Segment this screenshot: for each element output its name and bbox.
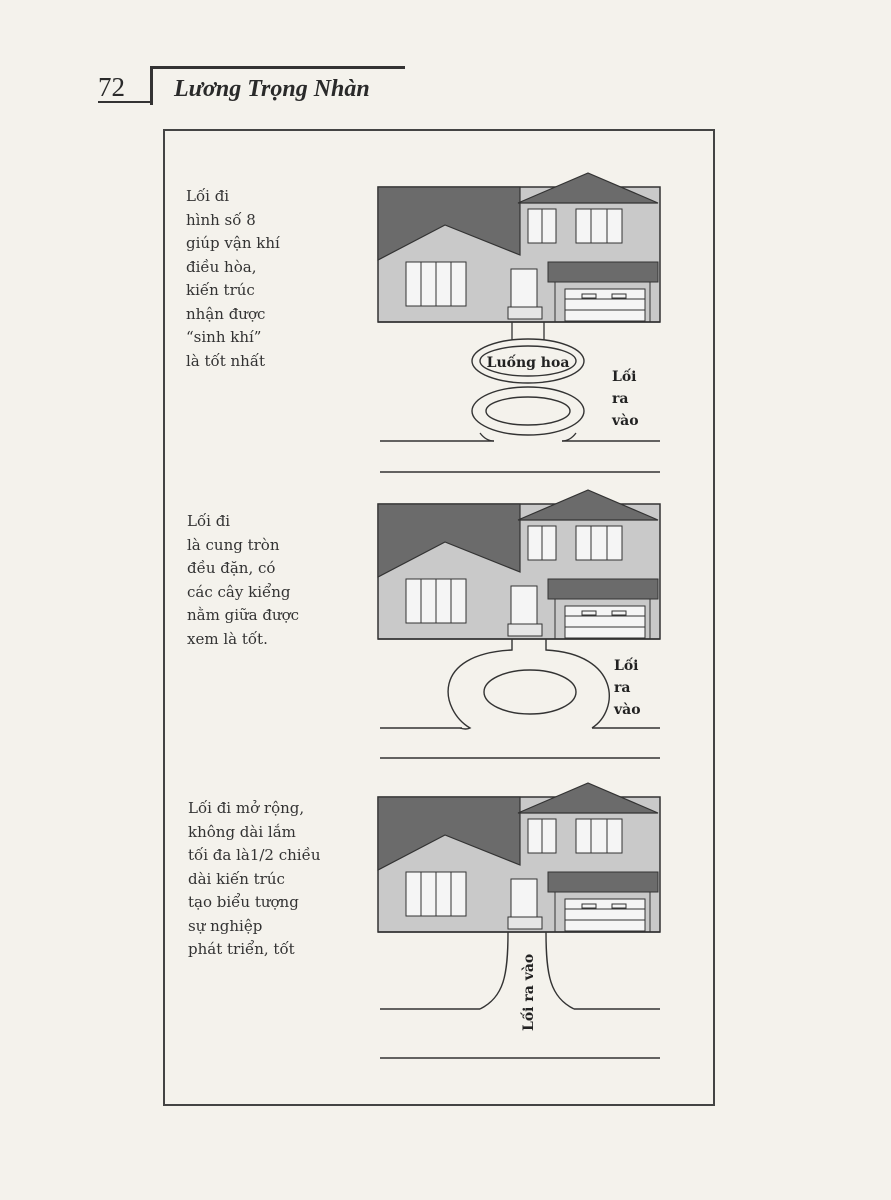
entrance-label-line: vào — [612, 413, 639, 429]
caption-figure-3 — [188, 797, 320, 962]
caption-figure-1 — [186, 185, 280, 373]
caption-line: “sinh khí” — [186, 328, 262, 346]
entrance-label-line: ra — [614, 680, 631, 696]
house-arc-walkway — [370, 482, 670, 767]
caption-line: sự nghiệp — [188, 916, 263, 935]
caption-line: Lối đi — [186, 187, 230, 205]
caption-line: điều hòa, — [186, 257, 257, 276]
caption-line: tối đa là1/2 chiều — [188, 846, 321, 864]
running-head-author: Lương Trọng Nhàn — [174, 76, 370, 102]
caption-line: là tốt nhất — [186, 351, 266, 370]
caption-line: kiến trúc — [186, 281, 255, 299]
caption-line: tạo biểu tượng — [188, 893, 299, 911]
entrance-label-line: Lối — [612, 369, 637, 385]
caption-line: không dài lắm — [188, 822, 296, 841]
flowerbed-label: Luống hoa — [486, 355, 570, 371]
house-illustration — [378, 173, 660, 322]
caption-line: là cung tròn — [187, 535, 280, 554]
entrance-label: Lối ra vào — [521, 953, 537, 1031]
caption-line: nằm giữa được — [187, 606, 300, 624]
caption-line: xem là tốt. — [187, 629, 268, 648]
caption-line: nhận được — [186, 304, 266, 323]
caption-line: Lối đi mở rộng, — [188, 799, 305, 817]
caption-line: giúp vận khí — [186, 234, 280, 252]
house-widening-walkway — [370, 775, 670, 1070]
entrance-label-line: Lối — [614, 658, 639, 674]
caption-line: các cây kiểng — [187, 582, 291, 601]
page-number-underline — [98, 101, 153, 103]
caption-line: đều đặn, có — [187, 559, 276, 577]
caption-line: phát triển, tốt — [188, 940, 295, 958]
caption-line: dài kiến trúc — [188, 869, 285, 888]
entrance-label-line: vào — [614, 702, 641, 718]
page-number: 72 — [98, 72, 125, 102]
caption-line: hình số 8 — [186, 210, 256, 229]
caption-figure-2 — [187, 510, 299, 651]
house-illustration — [378, 490, 660, 639]
caption-line: Lối đi — [187, 512, 231, 530]
arc-walkway — [380, 639, 660, 758]
house-illustration — [378, 783, 660, 932]
entrance-label-line: ra — [612, 391, 629, 407]
house-figure-8-walkway — [370, 165, 670, 485]
widening-walkway — [380, 932, 660, 1058]
